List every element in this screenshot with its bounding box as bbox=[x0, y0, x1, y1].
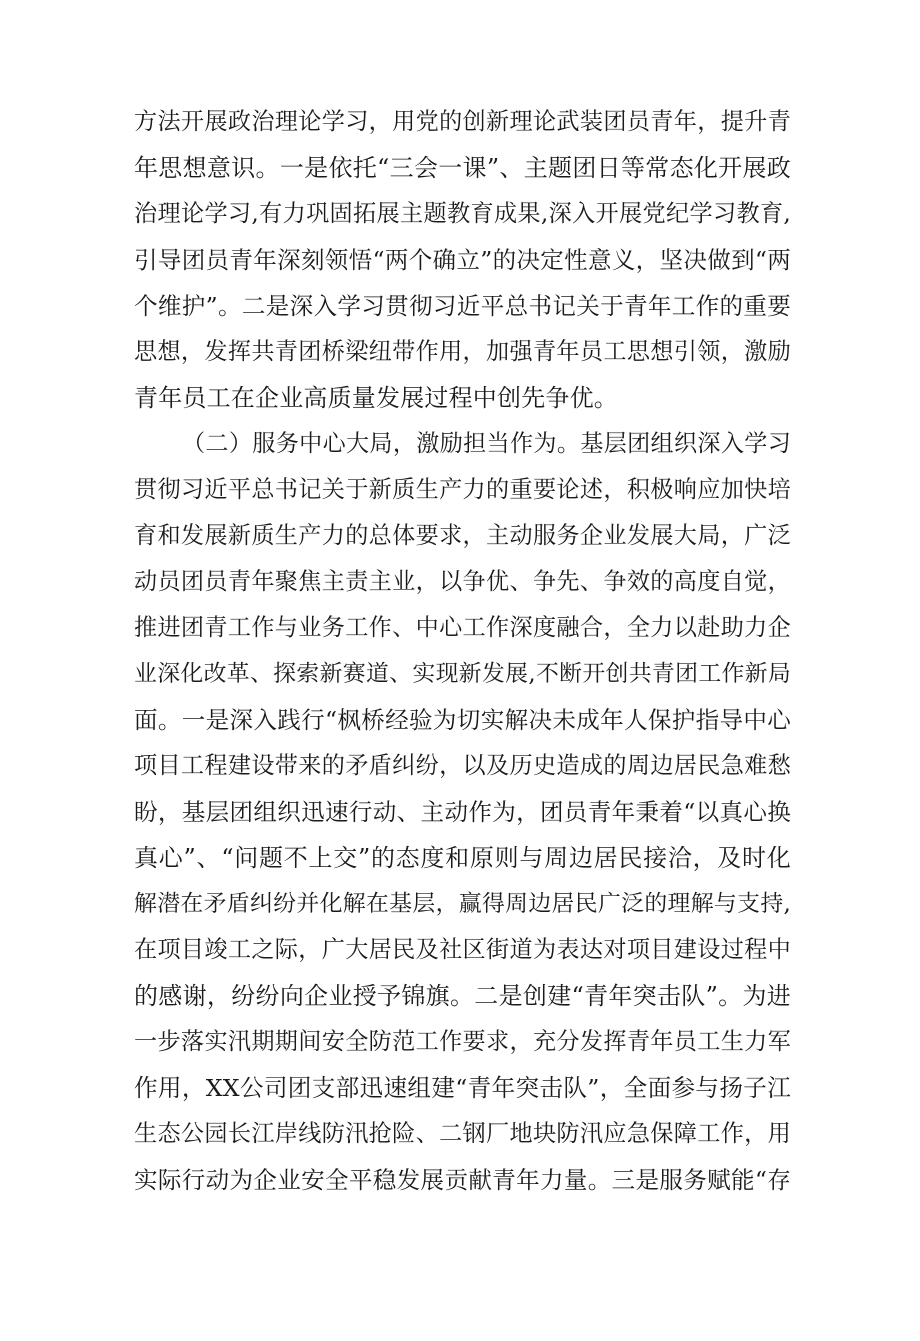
text-line: 盼，基层团组织迅速行动、主动作为，团员青年秉着“以真心换 bbox=[134, 798, 791, 826]
text-line: 引导团员青年深刻领悟“两个确立”的决定性意义，坚决做到“两 bbox=[134, 246, 791, 274]
text-line bbox=[134, 1203, 791, 1249]
text-line: 真心”、“问题不上交”的态度和原则与周边居民接洽，及时化 bbox=[134, 844, 791, 872]
body-text bbox=[134, 99, 791, 1341]
text-line: 生态公园长江岸线防汛抢险、二钢厂地块防汛应急保障工作，用 bbox=[134, 1121, 791, 1147]
text-line: 项目工程建设带来的矛盾纠纷，以及历史造成的周边居民急难愁 bbox=[134, 753, 791, 779]
text-line: 年思想意识。一是依托“三会一课”、主题团日等常态化开展政 bbox=[134, 154, 791, 182]
text-line: 在项目竣工之际，广大居民及社区街道为表达对项目建设过程中 bbox=[134, 937, 791, 963]
text-line: 业深化改革、探索新赛道、实现新发展,不断开创共青团工作新局 bbox=[134, 661, 791, 687]
text-line: 个维护”。二是深入学习贯彻习近平总书记关于青年工作的重要 bbox=[134, 292, 791, 320]
text-line: 一步落实汛期期间安全防范工作要求，充分发挥青年员工生力军 bbox=[134, 1029, 791, 1055]
text-line: 贯彻习近平总书记关于新质生产力的重要论述，积极响应加快培 bbox=[134, 477, 791, 503]
text-line: 作用，XX公司团支部迅速组建“青年突击队”，全面参与扬子江 bbox=[134, 1074, 791, 1102]
paragraph-political-study bbox=[134, 99, 791, 421]
text-line: 动员团员青年聚焦主责主业，以争优、争先、争效的高度自觉， bbox=[134, 569, 791, 595]
paragraph-serve-center bbox=[134, 421, 791, 1341]
text-line: 方法开展政治理论学习，用党的创新理论武装团员青年，提升青 bbox=[134, 109, 791, 135]
section-heading-line: （二）服务中心大局，激励担当作为。基层团组织深入学习 bbox=[182, 431, 791, 457]
text-line bbox=[134, 1295, 791, 1341]
text-line: 实际行动为企业安全平稳发展贡献青年力量。三是服务赋能“存 bbox=[134, 1166, 791, 1194]
text-line: 思想，发挥共青团桥梁纽带作用，加强青年员工思想引领，激励 bbox=[134, 339, 791, 365]
text-line: 解潜在矛盾纠纷并化解在基层，赢得周边居民广泛的理解与支持, bbox=[134, 891, 791, 917]
text-line: 治理论学习,有力巩固拓展主题教育成果,深入开展党纪学习教育, bbox=[134, 200, 791, 227]
text-line: 的感谢，纷纷向企业授予锦旗。二是创建“青年突击队”。为进 bbox=[134, 982, 791, 1010]
text-line: 面。一是深入践行“枫桥经验为切实解决未成年人保护指导中心 bbox=[134, 706, 791, 734]
text-line: 推进团青工作与业务工作、中心工作深度融合，全力以赴助力企 bbox=[134, 615, 791, 641]
text-line: 青年员工在企业高质量发展过程中创先争优。 bbox=[134, 384, 618, 412]
text-line bbox=[134, 1249, 791, 1295]
text-line: 育和发展新质生产力的总体要求，主动服务企业发展大局，广泛 bbox=[134, 523, 791, 549]
